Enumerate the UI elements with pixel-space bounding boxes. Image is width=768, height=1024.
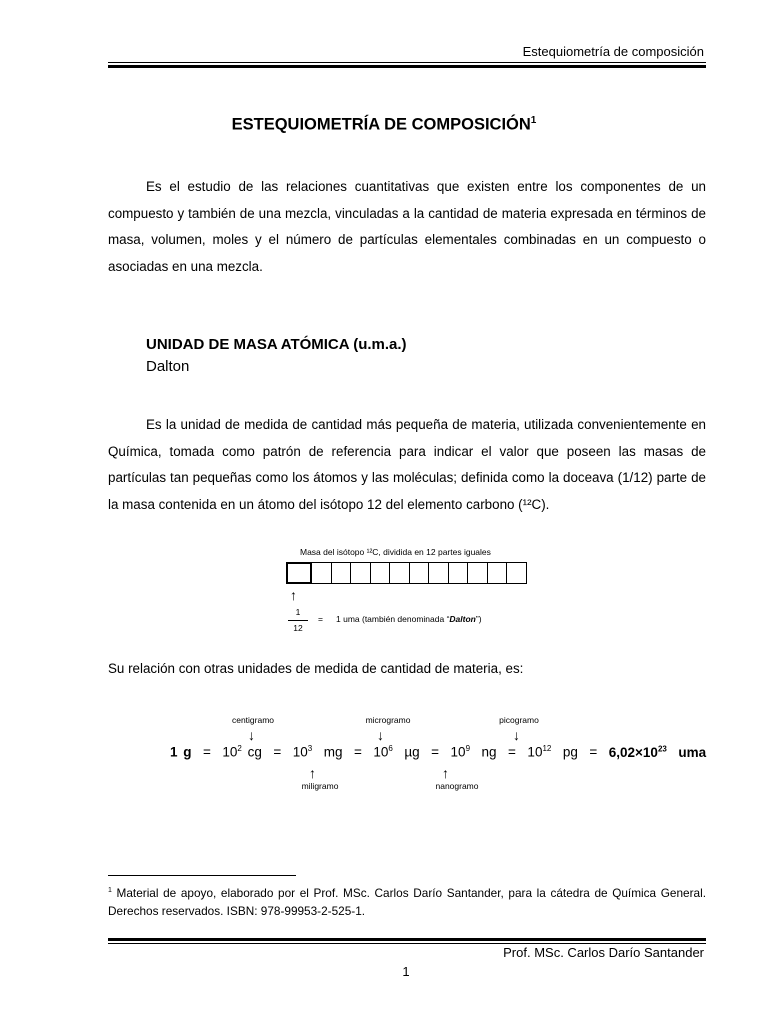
label-miligramo: miligramo [301,781,339,791]
intro-paragraph-text: Es el estudio de las relaciones cuantitativas que existen entre los componentes de un compuesto y también de una mezcla, vinculadas a la cantidad de materia expresada en términos de masa, volumen, moles y el número de partículas elementales combinadas en un compuesto o asociadas en una mezcla. [108,179,706,274]
definition-emphasis: Dalton [449,614,476,624]
page-number: 1 [402,964,410,979]
footnote [108,882,706,920]
header-rule-thick [108,65,706,68]
header-rule-thin [108,62,706,63]
fraction-bar [288,620,308,621]
isotope-cell [409,562,430,584]
down-arrow-icon: ↓ [513,727,520,743]
isotope-cells [286,562,527,584]
isotope-cell [487,562,508,584]
section-paragraph-text: Es la unidad de medida de cantidad más pequeña de materia, utilizada convenientemente en Química, tomada como patrón de referencia para indicar el valor que poseen las masas de partículas tan pequeñas como los átomos y las moléculas; definida como la doceava (1/12) parte de la masa contenida en un átomo del isótopo 12 del elemento carbono (¹²C). [108,417,706,512]
mass-equivalence-equation: 1 $g = 10^2$ cg = $10^3$ mg = $10^6$ $\mu g = 10^9$ ng = $10^{12}$ pg = $6,02\times 10^{23}$ uma [170,744,707,760]
intro-paragraph [108,174,706,280]
running-header: Estequiometría de composición [522,44,704,59]
up-arrow-icon: ↑ [309,765,316,781]
isotope-cell-highlighted [286,562,312,584]
section-subheading: Dalton [146,358,190,375]
isotope-cell [311,562,332,584]
isotope-cell [331,562,352,584]
isotope-cell [370,562,391,584]
definition-prefix: 1 uma (también denominada “ [336,614,450,624]
fraction-one-twelfth [288,607,308,634]
section-heading: UNIDAD DE MASA ATÓMICA (u.m.a.) [146,336,407,353]
footnote-mark: 1 [108,887,112,894]
isotope-cell [350,562,371,584]
footnote-text: Material de apoyo, elaborado por el Prof. MSc. Carlos Darío Santander, para la cátedra de Química General. Derechos reservados. ISBN: 978-99953-2-525-1. [108,885,706,918]
isotope-cell [389,562,410,584]
uma-definition [336,614,482,624]
up-arrow-icon: ↑ [290,587,297,603]
fraction-equals: = [318,614,323,624]
relation-intro: Su relación con otras unidades de medida de cantidad de materia, es: [108,661,524,676]
definition-suffix: ”) [475,614,482,624]
up-arrow-icon: ↑ [442,765,449,781]
footnote-rule [108,875,296,876]
isotope-cell [506,562,527,584]
label-microgramo: microgramo [365,715,411,725]
title-text: ESTEQUIOMETRÍA DE COMPOSICIÓN [231,115,531,134]
down-arrow-icon: ↓ [377,727,384,743]
section-paragraph [108,412,706,518]
document-title [0,115,768,135]
fraction-numerator: 1 [295,607,301,617]
label-nanogramo: nanogramo [435,781,479,791]
footer-rule-thick [108,938,706,941]
fraction-denominator: 12 [293,623,303,633]
isotope-cell [428,562,449,584]
down-arrow-icon: ↓ [248,727,255,743]
footer-author: Prof. MSc. Carlos Darío Santander [503,945,704,960]
title-footnote-mark: 1 [530,115,537,126]
label-centigramo: centigramo [231,715,275,725]
isotope-cell [448,562,469,584]
label-picogramo: picogramo [499,715,539,725]
footer-rule-thin [108,943,706,944]
isotope-cell [467,562,488,584]
diagram-caption: Masa del isótopo ¹²C, dividida en 12 partes iguales [300,547,491,557]
